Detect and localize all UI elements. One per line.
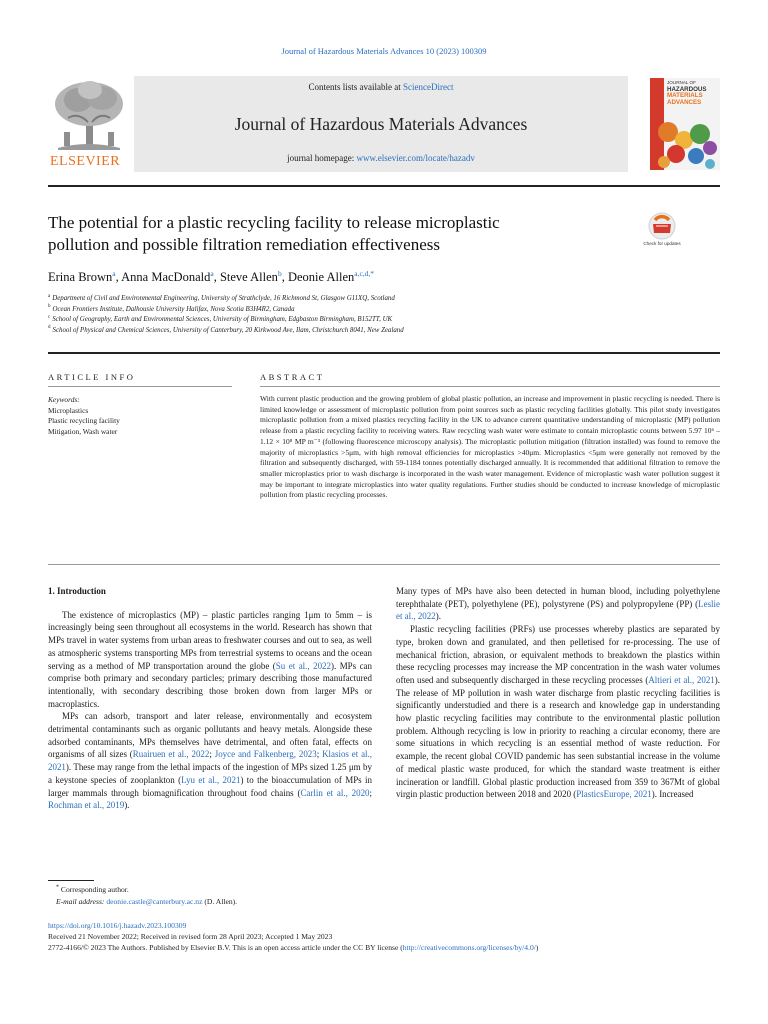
affiliation-text: School of Physical and Chemical Sciences, University of Canterbury, 20 Kirkwood Ave, Ilam, Christchurch 8041, New Zealand: [52, 326, 404, 334]
email-note: [56, 896, 436, 907]
affiliation-divider: [48, 352, 720, 354]
corresponding-label: Corresponding author.: [60, 885, 129, 894]
affiliation-marker: d: [48, 325, 51, 331]
affiliation-text: Department of Civil and Environmental Engineering, University of Strathclyde, 16 Richmond St, Glasgow G11XQ, Scotland: [52, 295, 395, 302]
text-run: ). These may range from the lethal impacts of the ingestion of MPs sized 1.25 μm by a keystone species of zooplankton (: [48, 762, 372, 785]
masthead: [48, 76, 720, 172]
citation-link[interactable]: Carlin et al., 2020: [300, 787, 370, 798]
author-affiliation-marker[interactable]: a: [112, 268, 116, 278]
keywords-block: [48, 395, 228, 438]
affiliation-item: [48, 315, 720, 326]
contents-prefix: Contents lists available at: [308, 82, 403, 92]
license-line: [48, 942, 728, 953]
journal-cover-thumbnail: [650, 78, 720, 170]
title-line-2: pollution and possible filtration remediation effectiveness: [48, 235, 441, 254]
affiliation-text: Ocean Frontiers Institute, Dalhousie University Halifax, Nova Scotia B3H4R2, Canada: [52, 305, 295, 313]
citation-link[interactable]: Lyu et al., 2021: [181, 774, 241, 785]
author-affiliation-marker[interactable]: b: [277, 268, 282, 278]
cover-line-2: HAZARDOUS: [667, 85, 707, 93]
article-title: [48, 212, 608, 256]
license-prefix: 2772-4166/© 2023 The Authors. Published by Elsevier B.V. This is an open access article under the CC BY license (: [48, 943, 403, 952]
keyword-item: Mitigation, Wash water: [48, 427, 118, 437]
elsevier-tree-logo: [48, 78, 130, 170]
doi-link[interactable]: https://doi.org/10.1016/j.hazadv.2023.100309: [48, 921, 187, 930]
body-column-right: [396, 585, 720, 801]
header-divider: [48, 185, 720, 187]
text-run: Plastic recycling facilities (PRFs) use processes whereby plastics are separated by type, broken down and granulated, and then pelletised for re-processing. The use of mechanical friction, abrasion, or equivalent methods to breakdown the plastics within these recycling processes may increase the MP concentration in the wash water volumes often used and subsequently discharged in these recycling processes (: [396, 624, 720, 685]
affiliation-marker: c: [48, 314, 51, 320]
affiliations: [48, 294, 720, 336]
text-run: ;: [369, 787, 373, 798]
affiliation-item: [48, 294, 720, 305]
abstract-rule: [260, 386, 720, 387]
affiliation-text: School of Geography, Earth and Environmental Sciences, University of Birmingham, Edgbaston Birmingham, B152TT, UK: [52, 316, 393, 323]
text-run: Many types of MPs have also been detected in human blood, including polyethylene terephthalate (PET), polyethylene (PE), polystyrene (PS) and polypropylene (PP) (: [396, 586, 720, 609]
check-for-updates-button[interactable]: [641, 212, 683, 260]
footnote-divider: [48, 880, 94, 881]
author-affiliation-marker[interactable]: a,c,d,*: [354, 268, 375, 278]
article-info-rule: [48, 386, 232, 387]
author-name: Deonie Allen: [287, 270, 355, 284]
journal-name: Journal of Hazardous Materials Advances: [234, 114, 528, 134]
abstract-text: With current plastic production and the growing problem of global plastic pollution, an increase and improvement in plastic recycling is needed. There is limited knowledge or assessment of microplastic pollution from point sources such as plastic recycling facilities globally. This pilot study investigates microplastic pollution from a mixed plastics recycling facility in the UK to advance current quantitative understanding of microplastic (MP) pollution release from a plastic recycling facility to receiving waters. Raw recycling wash water were estimate to contain microplastic counts between 5.97 10⁶ – 1.12 × 10⁸ MP m⁻³ (following fluorescence microscopy analysis). The microplastic pollution mitigation (filtration installed) was found to remove the majority of microplastics >5μm, with high removal efficiencies for microplastics >40μm. Microplastics <5μm were generally not removed by the filtration and subsequently discharged, with 59-1184 tonnes potentially discharged annually. It is recommended that additional filtration to remove the smaller microplastics prior to wash discharge is incorporated in the wash water management. Evidence of microplastic wash water pollution suggest it may be important to integrate microplastics into water quality regulations. Further studies should be conducted to increase knowledge of microplastic pollution from plastic recycling processes.: [260, 394, 720, 500]
homepage-line: [134, 153, 628, 163]
citation-link[interactable]: Ruairuen et al., 2022: [132, 749, 210, 760]
email-suffix: (D. Allen).: [202, 897, 238, 906]
abstract-heading: ABSTRACT: [260, 372, 325, 382]
text-run: MPs can adsorb, transport and later release, environmentally and ecosystem detrimental contaminants such as organic pollutants and heavy metals. Alongside these adsorbed contaminants, MPs themselves have detrimental, and often fatal, effects on organisms of all sizes (: [48, 711, 372, 760]
citation-link[interactable]: Klasios et al., 2021: [48, 749, 373, 773]
cover-title: [667, 80, 719, 106]
text-run: ).: [435, 611, 441, 622]
journal-reference[interactable]: Journal of Hazardous Materials Advances 10 (2023) 100309: [281, 46, 487, 56]
check-updates-icon: [641, 212, 683, 242]
text-run: ). The release of MP pollution in wash water discharge from plastic recycling facilities is significantly understudied and there is a research and knowledge gap in understanding how plastic recycling facilities may contribute to the environmental plastic pollution problem. Although recycling is low in priority to reaching a circular economy, there are some situations in which recycling is an essential method of waste reduction. For example, the recent global COVID pandemic has seen substantial increase in the volume of medical plastic waste produced, for which the standard waste treatment is either incineration or landfill. Global plastic production increased from 359 to 367Mt of global virgin plastic production between 2018 and 2020 (: [396, 674, 720, 800]
text-run: The existence of microplastics (MP) – plastic particles ranging 1μm to 5mm – is increasingly being seen throughout all ecosystems in the world. Research has shown that MPs travel in water systems from urban areas to freshwater courses and out to sea, as well as atmospheric systems transporting MPs from terrestrial systems to oceans and the ocean serving as a method of MP transportation around the globe (: [48, 609, 372, 671]
elsevier-wordmark: ELSEVIER: [50, 154, 121, 169]
sciencedirect-link[interactable]: ScienceDirect: [403, 82, 454, 92]
text-run: ;: [316, 749, 323, 760]
corresponding-author-note: * Corresponding author.: [56, 884, 129, 894]
affiliation-marker: a: [48, 293, 51, 299]
journal-homepage-link[interactable]: www.elsevier.com/locate/hazadv: [356, 153, 475, 163]
license-link[interactable]: http://creativecommons.org/licenses/by/4.0/: [402, 943, 536, 952]
body-paragraph: [396, 585, 720, 623]
citation-link[interactable]: Altieri et al., 2021: [648, 674, 715, 685]
section-heading: 1. Introduction: [48, 586, 106, 596]
author-list: Erina Brown$^a$, Anna MacDonald$^a$, Steve Allen$^b$, Deonie Allen$^{a,c,d,*}$: [48, 268, 375, 284]
article-info-heading: ARTICLE INFO: [48, 372, 136, 382]
keyword-item: Microplastics: [48, 405, 89, 415]
affiliation-item: [48, 305, 720, 316]
citation-link[interactable]: PlasticsEurope, 2021: [576, 789, 652, 800]
text-run: ). Increased: [651, 789, 694, 800]
citation-link[interactable]: Su et al., 2022: [275, 660, 331, 671]
abstract-divider: [48, 564, 720, 565]
email-label: E-mail address:: [56, 897, 107, 906]
author-name: Anna MacDonald: [121, 270, 211, 284]
body-paragraph: [48, 609, 372, 711]
author-name: Erina Brown: [48, 270, 113, 284]
citation-link[interactable]: Rochman et al., 2019: [48, 800, 125, 811]
text-run: ).: [124, 800, 130, 811]
text-run: ). MPs can comprise both primary and secondary particles; primary describing those manufactured intentionally, with secondary describing those broken down from larger MPs or macroplastics.: [48, 660, 372, 709]
cover-line-4: ADVANCES: [667, 98, 702, 106]
contents-line: [134, 82, 628, 92]
affiliation-item: [48, 326, 720, 337]
homepage-prefix: journal homepage:: [287, 153, 357, 163]
citation-link[interactable]: Joyce and Falkenberg, 2023: [214, 749, 317, 760]
received-dates: Received 21 November 2022; Received in revised form 28 April 2023; Accepted 1 May 2023: [48, 932, 333, 941]
author-name: Steve Allen: [219, 270, 278, 284]
body-column-left: [48, 585, 372, 812]
cover-line-1: JOURNAL OF: [667, 80, 696, 85]
keyword-item: Plastic recycling facility: [48, 416, 120, 426]
doi-line: [48, 920, 728, 931]
license-suffix: ): [535, 943, 539, 952]
author-email-link[interactable]: deonie.castle@canterbury.ac.nz: [106, 897, 203, 906]
check-updates-label: Check for updates: [643, 241, 681, 246]
journal-banner: [134, 76, 628, 172]
keywords-label: Keywords:: [48, 395, 80, 404]
affiliation-marker: b: [48, 304, 51, 310]
cover-line-3: MATERIALS: [667, 92, 703, 100]
text-run: ) to the bioaccumulation of MPs in larger mammals through biomagnification throughout food chains (: [48, 774, 372, 798]
title-line-1: The potential for a plastic recycling facility to release microplastic: [48, 213, 500, 232]
author-affiliation-marker[interactable]: a: [210, 268, 214, 278]
body-paragraph: [396, 623, 720, 801]
body-paragraph: [48, 710, 372, 812]
citation-link[interactable]: Leslie et al., 2022: [396, 598, 720, 622]
text-run: ;: [209, 749, 215, 760]
